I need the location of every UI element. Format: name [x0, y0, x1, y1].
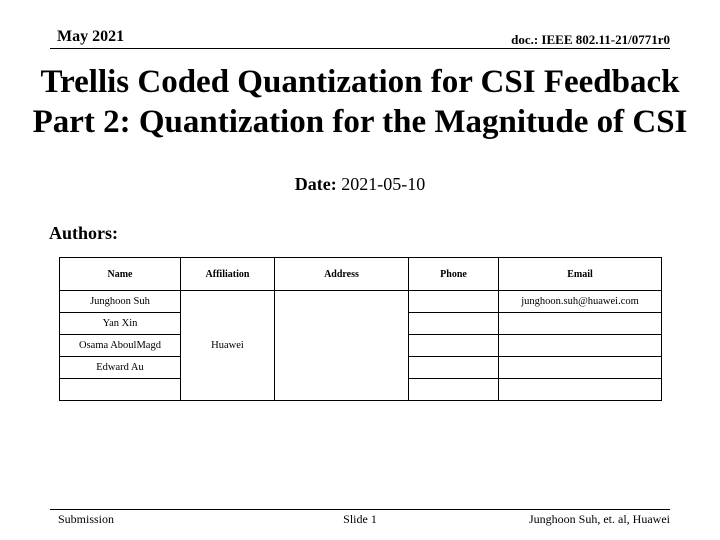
footer-submission: Submission	[58, 512, 115, 526]
date-line	[0, 174, 720, 195]
footer-rule	[50, 509, 670, 510]
phone-cell	[409, 291, 499, 313]
footer-slide-number: Slide 1	[343, 512, 377, 526]
title-line-1: Trellis Coded Quantization for CSI Feedback	[40, 64, 680, 100]
authors-heading: Authors:	[49, 223, 119, 243]
footer-authors: Junghoon Suh, et. al, Huawei	[529, 512, 670, 526]
email-cell	[499, 313, 662, 335]
col-header-phone: Phone	[409, 258, 499, 291]
email-cell	[499, 379, 662, 401]
col-header-name: Name	[60, 258, 181, 291]
phone-cell	[409, 335, 499, 357]
email-cell: junghoon.suh@huawei.com	[499, 291, 662, 313]
author-name: Osama AboulMagd	[60, 335, 181, 357]
header-doc-id: doc.: IEEE 802.11-21/0771r0	[511, 32, 670, 47]
slide-title	[0, 62, 720, 142]
address-cell	[275, 291, 409, 401]
phone-cell	[409, 357, 499, 379]
col-header-email: Email	[499, 258, 662, 291]
author-name: Yan Xin	[60, 313, 181, 335]
table-row	[60, 291, 662, 313]
author-name	[60, 379, 181, 401]
author-name: Edward Au	[60, 357, 181, 379]
phone-cell	[409, 379, 499, 401]
phone-cell	[409, 313, 499, 335]
title-line-2: Part 2: Quantization for the Magnitude of CSI	[32, 104, 688, 140]
header-date: May 2021	[57, 28, 125, 45]
col-header-affiliation: Affiliation	[181, 258, 275, 291]
email-cell	[499, 357, 662, 379]
author-name: Junghoon Suh	[60, 291, 181, 313]
date-label: Date:	[294, 174, 337, 194]
header-rule	[50, 48, 670, 49]
authors-table	[59, 257, 662, 401]
col-header-address: Address	[275, 258, 409, 291]
date-value: 2021-05-10	[336, 174, 426, 194]
email-cell	[499, 335, 662, 357]
table-header-row	[60, 258, 662, 291]
affiliation-cell: Huawei	[181, 291, 275, 401]
